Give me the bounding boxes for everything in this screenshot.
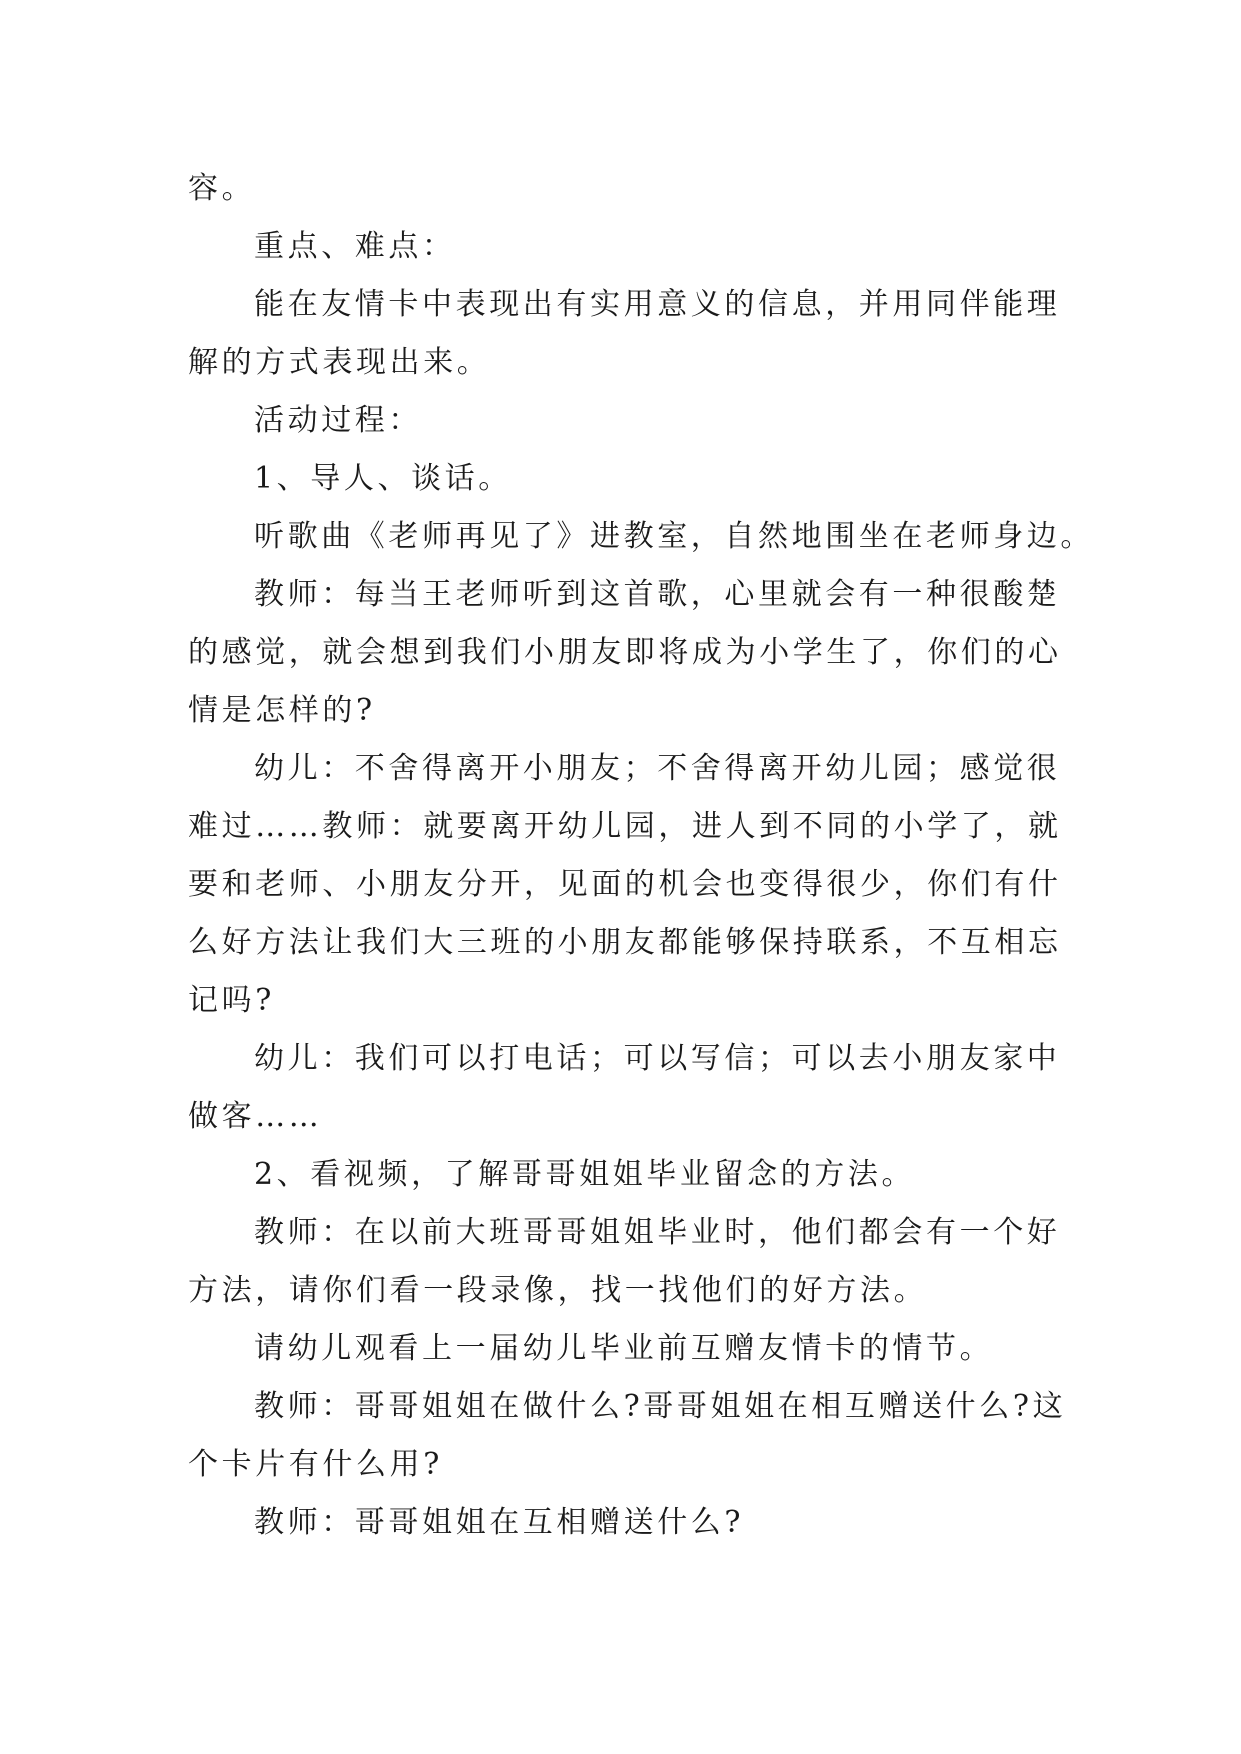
text-line: 教师：哥哥姐姐在做什么?哥哥姐姐在相互赠送什么?这 (254, 1389, 1067, 1424)
text-line: 情是怎样的? (188, 693, 376, 728)
step-heading-1: 1、导人、谈话。 (254, 461, 512, 496)
text-line: 能在友情卡中表现出有实用意义的信息，并用同伴能理 (254, 287, 1061, 322)
text-line: 请幼儿观看上一届幼儿毕业前互赠友情卡的情节。 (254, 1331, 994, 1366)
text-line: 教师：每当王老师听到这首歌，心里就会有一种很酸楚 (254, 577, 1061, 612)
text-line: 记吗? (188, 983, 275, 1018)
text-line: 方法，请你们看一段录像，找一找他们的好方法。 (188, 1273, 928, 1308)
text-line: 容。 (188, 171, 256, 206)
text-line: 教师：在以前大班哥哥姐姐毕业时，他们都会有一个好 (254, 1215, 1061, 1250)
text-line: 幼儿：不舍得离开小朋友；不舍得离开幼儿园；感觉很 (254, 751, 1061, 786)
text-line: 做客…… (188, 1099, 323, 1134)
text-line: 要和老师、小朋友分开，见面的机会也变得很少，你们有什 (188, 867, 1062, 902)
text-line: 么好方法让我们大三班的小朋友都能够保持联系，不互相忘 (188, 925, 1062, 960)
text-line: 难过……教师：就要离开幼儿园，进人到不同的小学了，就 (188, 809, 1062, 844)
section-heading-key-points: 重点、难点： (254, 229, 456, 264)
text-line: 教师：哥哥姐姐在互相赠送什么? (254, 1505, 745, 1540)
text-line: 个卡片有什么用? (188, 1447, 443, 1482)
text-line: 的感觉，就会想到我们小朋友即将成为小学生了，你们的心 (188, 635, 1062, 670)
document-body (188, 160, 1094, 1552)
section-heading-activity-process: 活动过程： (254, 403, 422, 438)
text-line: 幼儿：我们可以打电话；可以写信；可以去小朋友家中 (254, 1041, 1061, 1076)
step-heading-2: 2、看视频，了解哥哥姐姐毕业留念的方法。 (254, 1157, 916, 1192)
text-line: 听歌曲《老师再见了》进教室，自然地围坐在老师身边。 (254, 519, 1094, 554)
text-line: 解的方式表现出来。 (188, 345, 491, 380)
